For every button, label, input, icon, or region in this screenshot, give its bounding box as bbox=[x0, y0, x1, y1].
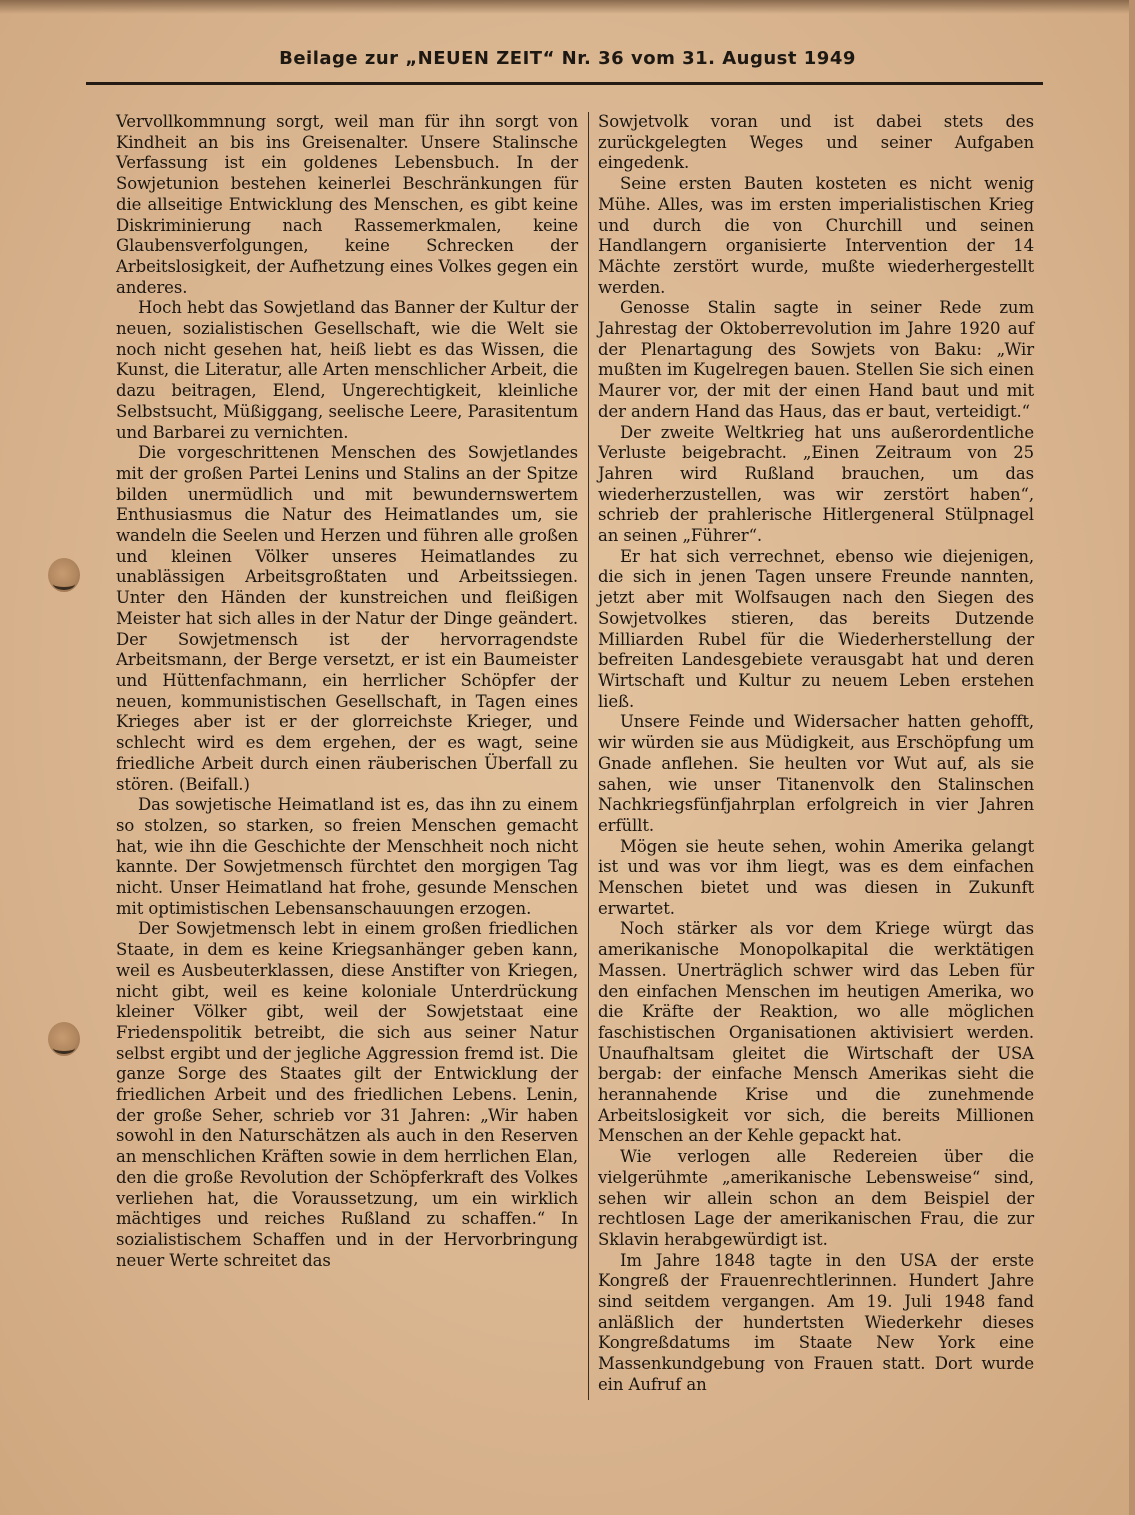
header-rule bbox=[86, 82, 1043, 85]
paragraph: Unsere Feinde und Widersacher hatten gehofft, wir würden sie aus Müdigkeit, aus Erschöpfung um Gnade anflehen. Sie heulten vor Wut auf, als sie sahen, wie unser Titanenvolk den Stalinschen Nachkriegsfünfjahrplan erfolgreich in vier Jahren erfüllt. bbox=[598, 712, 1034, 835]
paragraph: Die vorgeschrittenen Menschen des Sowjetlandes mit der großen Partei Lenins und Stalins an der Spitze bilden unermüdlich und mit bewundernswertem Enthusiasmus die Natur des Heimatlandes um, sie wandeln die Seelen und Herzen und führen alle großen und kleinen Völker unseres Heimatlandes zu unablässigen Arbeitsgroßtaten und Arbeitssiegen. Unter den Händen der kunstreichen und fleißigen Meister hat sich alles in der Natur der Dinge geändert. Der Sowjetmensch ist der hervorragendste Arbeitsmann, der Berge versetzt, er ist ein Baumeister und Hüttenfachmann, ein herrlicher Schöpfer der neuen, kommunistischen Gesellschaft, in Tagen eines Krieges aber ist er der glorreichste Krieger, und schlecht wird es dem ergehen, der es wagt, seine friedliche Arbeit durch einen räuberischen Überfall zu stören. (Beifall.) bbox=[116, 443, 578, 794]
paragraph: Vervollkommnung sorgt, weil man für ihn sorgt von Kindheit an bis ins Greisenalter. Unsere Stalinsche Verfassung ist ein goldenes Lebensbuch. In der Sowjetunion bestehen keinerlei Beschränkungen für die allseitige Entwicklung des Menschen, es gibt keine Diskriminierung nach Rassemerkmalen, keine Glaubensverfolgungen, keine Schrecken der Arbeitslosigkeit, der Aufhetzung eines Volkes gegen ein anderes. bbox=[116, 112, 578, 297]
page-top-edge bbox=[0, 0, 1135, 14]
paragraph: Er hat sich verrechnet, ebenso wie diejenigen, die sich in jenen Tagen unsere Freunde nannten, jetzt aber mit Wolfsaugen nach den Siegen des Sowjetvolkes stieren, das bereits Dutzende Milliarden Rubel für die Wiederherstellung der befreiten Landesgebiete verausgabt hat und deren Wirtschaft und Kultur zu neuem Leben erstehen ließ. bbox=[598, 546, 1034, 711]
paragraph: Das sowjetische Heimatland ist es, das ihn zu einem so stolzen, so starken, so freien Menschen gemacht hat, wie ihn die Geschichte der Menschheit noch nicht kannte. Der Sowjetmensch fürchtet den morgigen Tag nicht. Unser Heimatland hat frohe, gesunde Menschen mit optimistischen Lebensanschauungen erzogen. bbox=[116, 795, 578, 918]
paragraph: Genosse Stalin sagte in seiner Rede zum Jahrestag der Oktoberrevolution im Jahre 1920 auf der Plenartagung des Sowjets von Baku: „Wir mußten im Kugelregen bauen. Stellen Sie sich einen Maurer vor, der mit der einen Hand baut und mit der andern Hand das Haus, das er baut, verteidigt.“ bbox=[598, 298, 1034, 421]
paragraph: Mögen sie heute sehen, wohin Amerika gelangt ist und was vor ihm liegt, was es dem einfachen Menschen bietet und was diesen in Zukunft erwartet. bbox=[598, 836, 1034, 918]
paragraph: Wie verlogen alle Redereien über die vielgerühmte „amerikanische Lebensweise“ sind, sehen wir allein schon an dem Beispiel der rechtlosen Lage der amerikanischen Frau, die zur Sklavin herabgewürdigt ist. bbox=[598, 1147, 1034, 1249]
column-divider bbox=[588, 112, 589, 1400]
paragraph: Seine ersten Bauten kosteten es nicht wenig Mühe. Alles, was im ersten imperialistischen Krieg und durch die von Churchill und seinen Handlangern organisierte Intervention der 14 Mächte zerstört wurde, mußte wiederhergestellt werden. bbox=[598, 174, 1034, 297]
page-right-edge bbox=[1129, 0, 1135, 1515]
paragraph: Im Jahre 1848 tagte in den USA der erste Kongreß der Frauenrechtlerinnen. Hundert Jahre sind seitdem vergangen. Am 19. Juli 1948 fand anläßlich der hundertsten Wiederkehr dieses Kongreßdatums im Staate New York eine Massenkundgebung von Frauen statt. Dort wurde ein Aufruf an bbox=[598, 1250, 1034, 1394]
left-column bbox=[116, 112, 578, 1271]
paragraph: Hoch hebt das Sowjetland das Banner der Kultur der neuen, sozialistischen Gesellschaft, wie die Welt sie noch nicht gesehen hat, heiß liebt es das Wissen, die Kunst, die Literatur, alle Arten menschlicher Arbeit, die dazu beitragen, Elend, Ungerechtigkeit, kleinliche Selbstsucht, Müßiggang, seelische Leere, Parasitentum und Barbarei zu vernichten. bbox=[116, 298, 578, 442]
punch-hole bbox=[48, 558, 80, 592]
punch-hole bbox=[48, 1022, 80, 1056]
paragraph: Der zweite Weltkrieg hat uns außerordentliche Verluste beigebracht. „Einen Zeitraum von 25 Jahren wird Rußland brauchen, um das wiederherzustellen, was wir zerstört haben“, schrieb der prahlerische Hitlergeneral Stülpnagel an seinen „Führer“. bbox=[598, 422, 1034, 546]
right-column bbox=[598, 112, 1034, 1396]
paragraph: Sowjetvolk voran und ist dabei stets des zurückgelegten Weges und seiner Aufgaben eingedenk. bbox=[598, 112, 1034, 173]
page-header: Beilage zur „NEUEN ZEIT“ Nr. 36 vom 31. August 1949 bbox=[279, 48, 856, 69]
paragraph: Noch stärker als vor dem Kriege würgt das amerikanische Monopolkapital die werktätigen Massen. Unerträglich schwer wird das Leben für den einfachen Menschen im heutigen Amerika, wo die Kräfte der Reaktion, wo alle möglichen faschistischen Organisationen aktivisiert werden. Unaufhaltsam gleitet die Wirtschaft der USA bergab: der einfache Mensch Amerikas sieht die herannahende Krise und die zunehmende Arbeitslosigkeit vor sich, die bereits Millionen Menschen an der Kehle gepackt hat. bbox=[598, 919, 1034, 1146]
paragraph: Der Sowjetmensch lebt in einem großen friedlichen Staate, in dem es keine Kriegsanhänger geben kann, weil es Ausbeuterklassen, diese Anstifter von Kriegen, nicht gibt, weil es keine koloniale Unterdrückung kleiner Völker gibt, weil der Sowjetstaat eine Friedenspolitik betreibt, die sich aus seiner Natur selbst ergibt und der jegliche Aggression fremd ist. Die ganze Sorge des Staates gilt der Entwicklung der friedlichen Arbeit und des friedlichen Lebens. Lenin, der große Seher, schrieb vor 31 Jahren: „Wir haben sowohl in den Naturschätzen als auch in den Reserven an menschlichen Kräften sowie in dem herrlichen Elan, den die große Revolution der Schöpferkraft des Volkes verliehen hat, die Voraussetzung, um ein wirklich mächtiges und reiches Rußland zu schaffen.“ In sozialistischem Schaffen und in der Hervorbringung neuer Werte schreitet das bbox=[116, 919, 578, 1270]
